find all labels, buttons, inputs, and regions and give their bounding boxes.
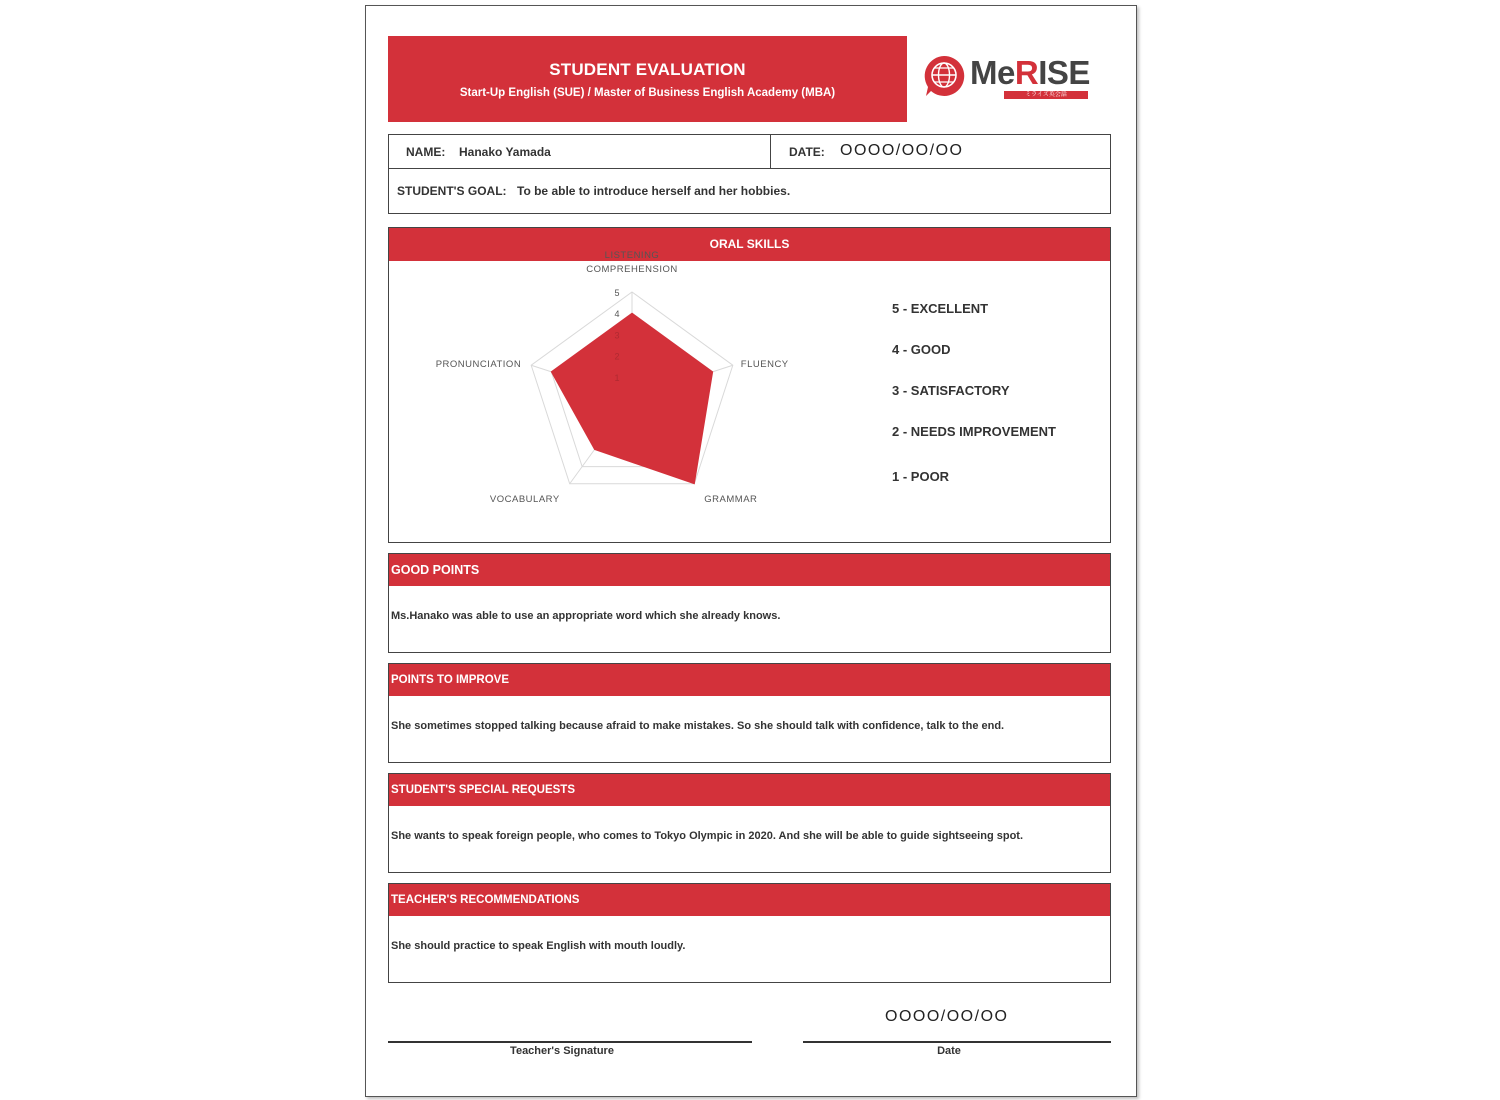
teacher-recommendations-text: She should practice to speak English with mouth loudly. [391, 940, 686, 952]
date-label: DATE: [789, 145, 825, 159]
legend-satisfactory: 3 - SATISFACTORY [892, 383, 1010, 398]
teacher-signature-label: Teacher's Signature [510, 1045, 614, 1057]
student-name: Hanako Yamada [459, 145, 551, 159]
teacher-recommendations-title: TEACHER'S RECOMMENDATIONS [389, 884, 1110, 916]
special-requests-title: STUDENT'S SPECIAL REQUESTS [389, 774, 1110, 806]
teacher-recommendations-section [388, 883, 1111, 983]
legend-excellent: 5 - EXCELLENT [892, 301, 989, 316]
name-label: NAME: [406, 145, 446, 159]
points-to-improve-text: She sometimes stopped talking because afraid to make mistakes. So she should talk with confidence, talk to the end. [391, 720, 1005, 732]
date-value: OOOO/OO/OO [840, 142, 964, 159]
oral-skills-panel [388, 227, 1111, 543]
globe-speech-icon [922, 54, 966, 98]
merise-logo [922, 50, 1092, 104]
radar-tick-label: 1 [614, 372, 620, 383]
oral-skills-radar-chart [389, 250, 789, 541]
points-to-improve-title: POINTS TO IMPROVE [389, 664, 1110, 696]
radar-axis-label: GRAMMAR [704, 493, 758, 505]
logo-tagline: ミライズ英会話 [1004, 91, 1088, 99]
page-subtitle: Start-Up English (SUE) / Master of Business English Academy (MBA) [459, 87, 836, 99]
student-info-box [388, 134, 1111, 214]
logo-wordmark: MeRISE [970, 54, 1090, 91]
oral-skills-title: ORAL SKILLS [389, 228, 1110, 261]
header-banner [388, 36, 907, 122]
footer-date-value: OOOO/OO/OO [885, 1008, 1009, 1025]
legend-needs-improvement: 2 - NEEDS IMPROVEMENT [892, 424, 1056, 439]
date-signature-line [803, 1041, 1111, 1043]
radar-tick-label: 4 [614, 309, 620, 320]
radar-data-area [551, 313, 712, 484]
special-requests-section [388, 773, 1111, 873]
radar-tick-label: 3 [614, 330, 620, 341]
page-title: STUDENT EVALUATION [549, 60, 746, 79]
teacher-signature-line [388, 1041, 752, 1043]
radar-axis-label: FLUENCY [740, 359, 789, 371]
points-to-improve-section [388, 663, 1111, 763]
radar-tick-label: 5 [614, 288, 620, 298]
student-goal: To be able to introduce herself and her hobbies. [517, 184, 791, 198]
evaluation-sheet [365, 5, 1137, 1097]
goal-label: STUDENT'S GOAL: [397, 184, 507, 198]
good-points-title: GOOD POINTS [389, 554, 1110, 586]
special-requests-text: She wants to speak foreign people, who comes to Tokyo Olympic in 2020. And she will be able to guide sightseeing spot. [391, 830, 1024, 842]
date-signature-label: Date [937, 1045, 961, 1057]
legend-good: 4 - GOOD [892, 342, 951, 357]
radar-tick-label: 2 [614, 351, 620, 362]
name-date-row [389, 135, 1110, 169]
legend-poor: 1 - POOR [892, 469, 950, 484]
good-points-section [388, 553, 1111, 653]
good-points-text: Ms.Hanako was able to use an appropriate word which she already knows. [391, 610, 781, 622]
radar-axis-label: PRONUNCIATION [435, 359, 522, 371]
radar-axis-label: LISTENING COMPREHENSION [586, 250, 678, 275]
radar-axis-label: VOCABULARY [489, 493, 560, 505]
divider [770, 135, 771, 168]
